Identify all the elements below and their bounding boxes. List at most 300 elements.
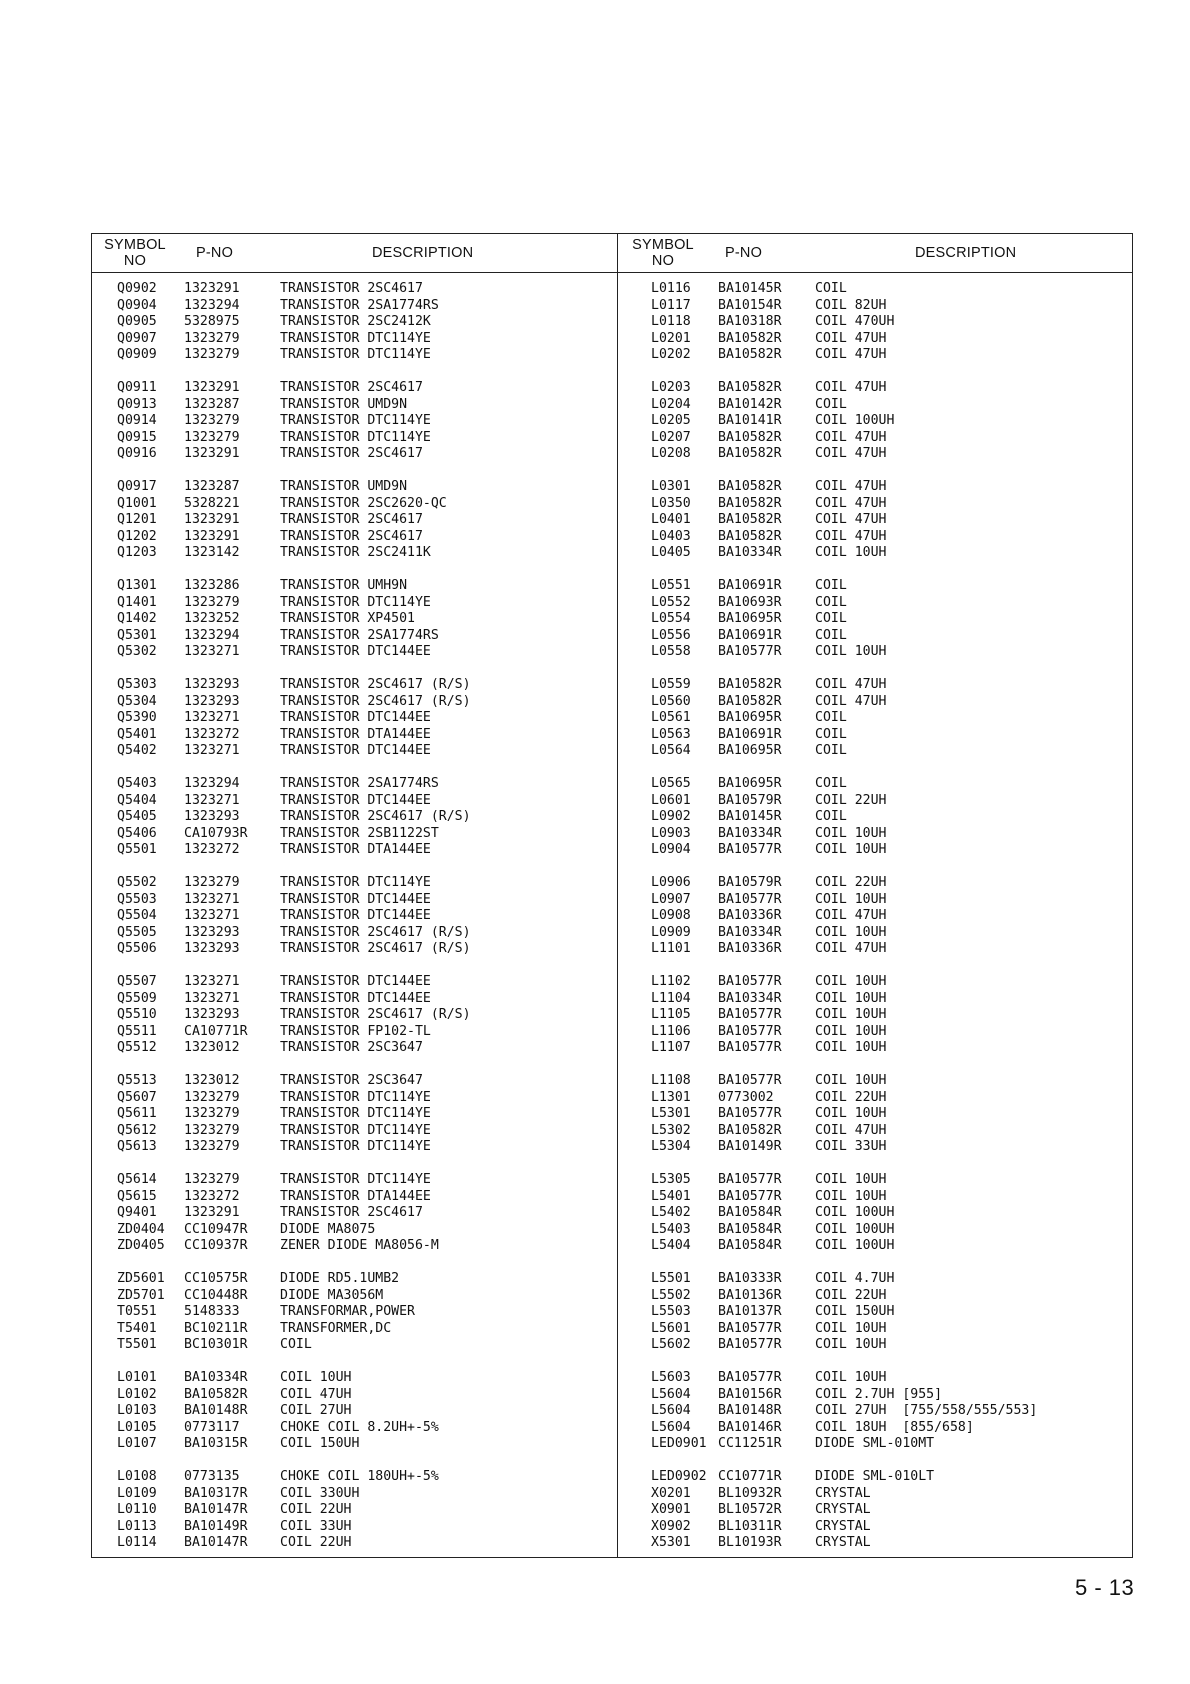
- table-row: [92, 529, 617, 546]
- description-cell: TRANSISTOR 2SC3647: [280, 1040, 423, 1055]
- symbol-cell: L0558: [651, 644, 691, 659]
- symbol-cell: ZD5701: [117, 1287, 165, 1303]
- table-row: [92, 430, 617, 447]
- table-row: [618, 1469, 1132, 1486]
- part-number-cell: BA10577R: [718, 1370, 782, 1385]
- part-number-cell: BA10148R: [184, 1403, 248, 1418]
- description-cell: COIL 47UH: [815, 1122, 887, 1138]
- description-cell: COIL: [815, 710, 847, 725]
- symbol-cell: Q5614: [117, 1172, 157, 1187]
- table-row: [92, 842, 617, 859]
- symbol-cell: Q5511: [117, 1023, 157, 1039]
- part-number-cell: BA10577R: [718, 1023, 782, 1039]
- table-row: [92, 1024, 617, 1041]
- table-row: [618, 413, 1132, 430]
- description-cell: TRANSISTOR 2SA1774RS: [280, 297, 439, 313]
- part-number-cell: BA10582R: [184, 1386, 248, 1402]
- description-cell: COIL 27UH [755/558/555/553]: [815, 1403, 1038, 1418]
- description-cell: TRANSISTOR 2SC4617: [280, 1205, 423, 1220]
- table-row: [92, 281, 617, 298]
- description-cell: TRANSISTOR XP4501: [280, 611, 415, 626]
- description-cell: COIL: [280, 1337, 312, 1352]
- description-cell: COIL 10UH: [815, 1172, 887, 1187]
- symbol-cell: L5503: [651, 1304, 691, 1319]
- part-number-cell: BA10149R: [718, 1139, 782, 1154]
- table-row: [618, 611, 1132, 628]
- description-cell: CRYSTAL: [815, 1535, 871, 1550]
- part-number-cell: BA10154R: [718, 297, 782, 313]
- parts-table-left: [92, 234, 617, 1557]
- part-number-cell: BA10577R: [718, 842, 782, 857]
- table-row: [92, 941, 617, 958]
- table-row: [92, 1271, 617, 1288]
- table-row: [92, 1288, 617, 1305]
- part-number-cell: BA10691R: [718, 726, 782, 742]
- table-row: [618, 875, 1132, 892]
- symbol-cell: L0204: [651, 396, 691, 412]
- part-number-cell: 1323279: [184, 1172, 240, 1187]
- description-cell: COIL 10UH: [815, 1370, 887, 1385]
- part-number-cell: BA10147R: [184, 1535, 248, 1550]
- part-number-cell: BA10141R: [718, 413, 782, 428]
- table-row: [618, 1337, 1132, 1354]
- symbol-cell: Q5507: [117, 974, 157, 989]
- symbol-cell: Q5304: [117, 693, 157, 709]
- description-cell: COIL 47UH: [815, 330, 887, 346]
- symbol-cell: L0301: [651, 479, 691, 494]
- description-cell: COIL 27UH: [280, 1403, 352, 1418]
- symbol-cell: L1104: [651, 990, 691, 1006]
- description-cell: TRANSISTOR 2SC2412K: [280, 314, 431, 329]
- description-cell: COIL 18UH [855/658]: [815, 1419, 974, 1435]
- description-cell: COIL 10UH: [280, 1370, 352, 1385]
- table-row: [618, 1304, 1132, 1321]
- description-cell: TRANSISTOR 2SC4617: [280, 380, 423, 395]
- part-number-cell: BA10317R: [184, 1485, 248, 1501]
- table-row: [618, 925, 1132, 942]
- part-number-cell: BA10336R: [718, 941, 782, 956]
- description-cell: TRANSISTOR 2SA1774RS: [280, 627, 439, 643]
- symbol-cell: L0561: [651, 710, 691, 725]
- symbol-cell: L0203: [651, 380, 691, 395]
- part-number-cell: BA10145R: [718, 809, 782, 824]
- page-number: 5 - 13: [1075, 1575, 1135, 1600]
- part-number-cell: 1323279: [184, 429, 240, 445]
- part-number-cell: 1323279: [184, 1106, 240, 1121]
- symbol-cell: L5502: [651, 1287, 691, 1303]
- row-group: [618, 875, 1132, 958]
- description-cell: COIL 10UH: [815, 545, 887, 560]
- description-cell: COIL 100UH: [815, 1205, 895, 1220]
- symbol-cell: Q0904: [117, 297, 157, 313]
- table-row: [618, 826, 1132, 843]
- table-row: [92, 1222, 617, 1239]
- description-cell: TRANSISTOR 2SC3647: [280, 1073, 423, 1088]
- table-row: [92, 1420, 617, 1437]
- part-number-cell: BA10577R: [718, 1188, 782, 1204]
- symbol-cell: L5602: [651, 1337, 691, 1352]
- description-cell: COIL 10UH: [815, 924, 887, 940]
- symbol-cell: L5501: [651, 1271, 691, 1286]
- row-group: [92, 1469, 617, 1552]
- symbol-cell: L1107: [651, 1040, 691, 1055]
- symbol-cell: Q1203: [117, 545, 157, 560]
- table-row: [92, 611, 617, 628]
- symbol-cell: Q5512: [117, 1040, 157, 1055]
- table-row: [92, 314, 617, 331]
- part-number-cell: BA10577R: [718, 1172, 782, 1187]
- table-row: [618, 644, 1132, 661]
- symbol-cell: Q0915: [117, 429, 157, 445]
- symbol-cell: Q5503: [117, 891, 157, 907]
- part-number-cell: 1323272: [184, 726, 240, 742]
- symbol-cell: L5604: [651, 1419, 691, 1435]
- description-cell: DIODE SML-010LT: [815, 1469, 935, 1484]
- table-row: [92, 1123, 617, 1140]
- symbol-cell: L0107: [117, 1436, 157, 1451]
- part-number-cell: 1323271: [184, 974, 240, 989]
- table-row: [92, 826, 617, 843]
- table-row: [618, 1321, 1132, 1338]
- part-number-cell: CA10793R: [184, 825, 248, 841]
- table-row: [618, 1436, 1132, 1453]
- description-cell: CRYSTAL: [815, 1518, 871, 1534]
- description-cell: COIL 10UH: [815, 974, 887, 989]
- table-row: [92, 1090, 617, 1107]
- table-row: [92, 331, 617, 348]
- description-cell: COIL 82UH: [815, 297, 887, 313]
- table-row: [618, 529, 1132, 546]
- part-number-cell: 1323279: [184, 594, 240, 610]
- table-header-right: [618, 234, 1132, 273]
- description-cell: TRANSISTOR 2SC4617 (R/S): [280, 693, 471, 709]
- table-row: [618, 1007, 1132, 1024]
- description-cell: TRANSISTOR DTC114YE: [280, 1172, 431, 1187]
- part-number-cell: 1323279: [184, 1089, 240, 1105]
- symbol-cell: L0565: [651, 776, 691, 791]
- description-cell: COIL 47UH: [815, 528, 887, 544]
- part-number-cell: BA10693R: [718, 594, 782, 610]
- table-row: [618, 809, 1132, 826]
- table-row: [92, 512, 617, 529]
- part-number-cell: 0773117: [184, 1419, 240, 1435]
- part-number-cell: BA10577R: [718, 1040, 782, 1055]
- table-row: [92, 694, 617, 711]
- table-row: [618, 727, 1132, 744]
- description-cell: COIL 47UH: [815, 479, 887, 494]
- table-row: [92, 1469, 617, 1486]
- description-cell: COIL 22UH: [280, 1502, 352, 1517]
- table-row: [618, 941, 1132, 958]
- part-number-cell: BA10695R: [718, 776, 782, 791]
- row-group: [618, 677, 1132, 760]
- row-group: [618, 1469, 1132, 1552]
- symbol-cell: L0201: [651, 330, 691, 346]
- part-number-cell: BA10146R: [718, 1419, 782, 1435]
- part-number-cell: BA10147R: [184, 1502, 248, 1517]
- symbol-cell: L0556: [651, 627, 691, 643]
- symbol-cell: L5401: [651, 1188, 691, 1204]
- table-row: [618, 430, 1132, 447]
- description-cell: TRANSISTOR UMH9N: [280, 578, 408, 593]
- part-number-cell: BA10145R: [718, 281, 782, 296]
- part-number-cell: 5328975: [184, 314, 240, 329]
- part-number-cell: 1323279: [184, 347, 240, 362]
- table-row: [618, 743, 1132, 760]
- description-cell: DIODE RD5.1UMB2: [280, 1271, 400, 1286]
- table-row: [618, 1172, 1132, 1189]
- symbol-cell: LED0902: [651, 1469, 707, 1484]
- symbol-cell: Q0913: [117, 396, 157, 412]
- part-number-cell: BA10582R: [718, 495, 782, 511]
- part-number-cell: 1323142: [184, 545, 240, 560]
- table-row: [618, 595, 1132, 612]
- symbol-cell: Q0916: [117, 446, 157, 461]
- table-row: [92, 1106, 617, 1123]
- description-cell: COIL 10UH: [815, 1023, 887, 1039]
- part-number-cell: BA10582R: [718, 429, 782, 445]
- part-number-cell: BA10315R: [184, 1436, 248, 1451]
- symbol-cell: X0201: [651, 1485, 691, 1501]
- part-number-cell: CC10947R: [184, 1221, 248, 1237]
- table-row: [92, 710, 617, 727]
- table-row: [618, 1139, 1132, 1156]
- symbol-cell: Q5607: [117, 1089, 157, 1105]
- table-row: [92, 1189, 617, 1206]
- table-row: [618, 578, 1132, 595]
- part-number-cell: BA10334R: [718, 924, 782, 940]
- row-group: [618, 1370, 1132, 1453]
- table-row: [92, 1172, 617, 1189]
- table-row: [618, 776, 1132, 793]
- symbol-cell: Q5303: [117, 677, 157, 692]
- table-row: [618, 331, 1132, 348]
- part-number-cell: BA10142R: [718, 396, 782, 412]
- part-number-cell: BA10336R: [718, 908, 782, 923]
- part-number-cell: BA10577R: [718, 1337, 782, 1352]
- description-cell: COIL 47UH: [815, 941, 887, 956]
- part-number-cell: BA10582R: [718, 479, 782, 494]
- part-number-cell: 1323293: [184, 1007, 240, 1022]
- part-number-cell: BA10136R: [718, 1287, 782, 1303]
- symbol-cell: Q1001: [117, 495, 157, 511]
- description-cell: COIL 10UH: [815, 1007, 887, 1022]
- part-number-cell: 1323012: [184, 1040, 240, 1055]
- part-number-cell: 1323252: [184, 611, 240, 626]
- table-row: [618, 1222, 1132, 1239]
- part-number-cell: 0773135: [184, 1469, 240, 1484]
- symbol-cell: L1108: [651, 1073, 691, 1088]
- description-cell: COIL 10UH: [815, 825, 887, 841]
- description-cell: TRANSISTOR DTC144EE: [280, 644, 431, 659]
- table-row: [618, 908, 1132, 925]
- description-cell: COIL 47UH: [815, 908, 887, 923]
- symbol-cell: L5402: [651, 1205, 691, 1220]
- part-number-cell: 1323279: [184, 875, 240, 890]
- row-group: [92, 578, 617, 661]
- symbol-cell: L0207: [651, 429, 691, 445]
- part-number-cell: 1323279: [184, 330, 240, 346]
- part-number-cell: BC10211R: [184, 1320, 248, 1336]
- symbol-cell: Q5611: [117, 1106, 157, 1121]
- description-cell: COIL 47UH: [815, 495, 887, 511]
- description-cell: CHOKE COIL 8.2UH+-5%: [280, 1419, 439, 1435]
- symbol-cell: L0103: [117, 1403, 157, 1418]
- table-row: [92, 974, 617, 991]
- part-number-cell: BA10691R: [718, 627, 782, 643]
- description-cell: COIL 22UH: [815, 792, 887, 808]
- description-cell: COIL 10UH: [815, 644, 887, 659]
- part-number-cell: BA10318R: [718, 314, 782, 329]
- symbol-cell: L0563: [651, 726, 691, 742]
- part-number-cell: CC10575R: [184, 1271, 248, 1286]
- part-number-cell: BA10577R: [718, 1007, 782, 1022]
- part-number-cell: 1323279: [184, 413, 240, 428]
- description-cell: TRANSISTOR DTC144EE: [280, 908, 431, 923]
- table-body-left: [92, 281, 617, 1568]
- row-group: [92, 875, 617, 958]
- symbol-cell: L0105: [117, 1419, 157, 1435]
- description-cell: COIL 100UH: [815, 1221, 895, 1237]
- symbol-cell: Q1402: [117, 611, 157, 626]
- symbol-cell: Q1202: [117, 528, 157, 544]
- table-row: [92, 1337, 617, 1354]
- description-cell: TRANSISTOR DTC144EE: [280, 891, 431, 907]
- table-row: [618, 677, 1132, 694]
- table-row: [618, 842, 1132, 859]
- table-row: [92, 1205, 617, 1222]
- symbol-cell: Q0917: [117, 479, 157, 494]
- row-group: [92, 974, 617, 1057]
- part-number-cell: BA10582R: [718, 512, 782, 527]
- table-row: [618, 1288, 1132, 1305]
- description-cell: COIL 47UH: [815, 347, 887, 362]
- table-row: [618, 397, 1132, 414]
- table-row: [92, 1486, 617, 1503]
- part-number-cell: 1323293: [184, 941, 240, 956]
- table-row: [92, 397, 617, 414]
- table-row: [92, 1007, 617, 1024]
- table-row: [618, 446, 1132, 463]
- description-cell: COIL 470UH: [815, 314, 895, 329]
- table-row: [92, 1502, 617, 1519]
- table-row: [618, 628, 1132, 645]
- symbol-cell: L0113: [117, 1518, 157, 1534]
- description-cell: COIL 22UH: [815, 1089, 887, 1105]
- description-cell: COIL: [815, 396, 847, 412]
- row-group: [618, 380, 1132, 463]
- description-cell: TRANSISTOR FP102-TL: [280, 1023, 431, 1039]
- symbol-cell: L0907: [651, 891, 691, 907]
- symbol-cell: L0108: [117, 1469, 157, 1484]
- symbol-cell: L5305: [651, 1172, 691, 1187]
- symbol-cell: Q5401: [117, 726, 157, 742]
- part-number-cell: BA10137R: [718, 1304, 782, 1319]
- symbol-cell: Q5302: [117, 644, 157, 659]
- header-p-no: P-NO: [725, 245, 763, 261]
- part-number-cell: BA10579R: [718, 875, 782, 890]
- symbol-cell: ZD0404: [117, 1221, 165, 1237]
- symbol-cell: L5403: [651, 1221, 691, 1237]
- description-cell: COIL: [815, 726, 847, 742]
- symbol-cell: L0350: [651, 495, 691, 511]
- symbol-cell: X5301: [651, 1535, 691, 1550]
- description-cell: TRANSISTOR 2SA1774RS: [280, 776, 439, 791]
- description-cell: TRANSISTOR UMD9N: [280, 396, 408, 412]
- description-cell: COIL 10UH: [815, 1337, 887, 1352]
- row-group: [618, 974, 1132, 1057]
- row-group: [618, 776, 1132, 859]
- symbol-cell: ZD0405: [117, 1238, 165, 1253]
- table-row: [618, 1519, 1132, 1536]
- symbol-cell: X0902: [651, 1518, 691, 1534]
- symbol-cell: L0403: [651, 528, 691, 544]
- description-cell: TRANSISTOR 2SC4617: [280, 512, 423, 527]
- part-number-cell: BA10582R: [718, 380, 782, 395]
- description-cell: TRANSISTOR DTA144EE: [280, 842, 431, 857]
- table-row: [92, 1370, 617, 1387]
- part-number-cell: 1323279: [184, 1122, 240, 1138]
- description-cell: COIL 47UH: [815, 677, 887, 692]
- part-number-cell: 0773002: [718, 1089, 774, 1105]
- description-cell: TRANSFORMAR,POWER: [280, 1304, 415, 1319]
- symbol-cell: Q1201: [117, 512, 157, 527]
- part-number-cell: BC10301R: [184, 1337, 248, 1352]
- symbol-cell: L1105: [651, 1007, 691, 1022]
- symbol-cell: Q5510: [117, 1007, 157, 1022]
- table-row: [618, 545, 1132, 562]
- table-row: [618, 1123, 1132, 1140]
- symbol-cell: Q5403: [117, 776, 157, 791]
- part-number-cell: 1323294: [184, 776, 240, 791]
- symbol-cell: L0902: [651, 809, 691, 824]
- part-number-cell: 1323291: [184, 528, 240, 544]
- table-row: [618, 694, 1132, 711]
- row-group: [92, 281, 617, 364]
- description-cell: COIL 330UH: [280, 1485, 360, 1501]
- table-row: [92, 595, 617, 612]
- symbol-cell: Q9401: [117, 1205, 157, 1220]
- description-cell: COIL 10UH: [815, 990, 887, 1006]
- part-number-cell: 1323287: [184, 396, 240, 412]
- symbol-cell: L0554: [651, 611, 691, 626]
- symbol-cell: Q5404: [117, 792, 157, 808]
- part-number-cell: BA10582R: [718, 330, 782, 346]
- row-group: [618, 1271, 1132, 1354]
- symbol-cell: L0552: [651, 594, 691, 610]
- part-number-cell: BA10577R: [718, 891, 782, 907]
- description-cell: CRYSTAL: [815, 1502, 871, 1517]
- row-group: [92, 677, 617, 760]
- part-number-cell: BA10695R: [718, 611, 782, 626]
- table-row: [92, 1403, 617, 1420]
- description-cell: COIL 150UH: [280, 1436, 360, 1451]
- table-row: [92, 1139, 617, 1156]
- part-number-cell: BL10193R: [718, 1535, 782, 1550]
- table-row: [618, 710, 1132, 727]
- description-cell: COIL: [815, 776, 847, 791]
- description-cell: TRANSISTOR 2SB1122ST: [280, 825, 439, 841]
- description-cell: COIL 2.7UH [955]: [815, 1386, 943, 1402]
- table-row: [92, 925, 617, 942]
- description-cell: TRANSISTOR UMD9N: [280, 479, 408, 494]
- symbol-cell: L0117: [651, 297, 691, 313]
- part-number-cell: 1323271: [184, 792, 240, 808]
- description-cell: TRANSISTOR DTC144EE: [280, 743, 431, 758]
- part-number-cell: BA10582R: [718, 446, 782, 461]
- description-cell: TRANSISTOR DTC114YE: [280, 330, 431, 346]
- table-header-left: [92, 234, 617, 273]
